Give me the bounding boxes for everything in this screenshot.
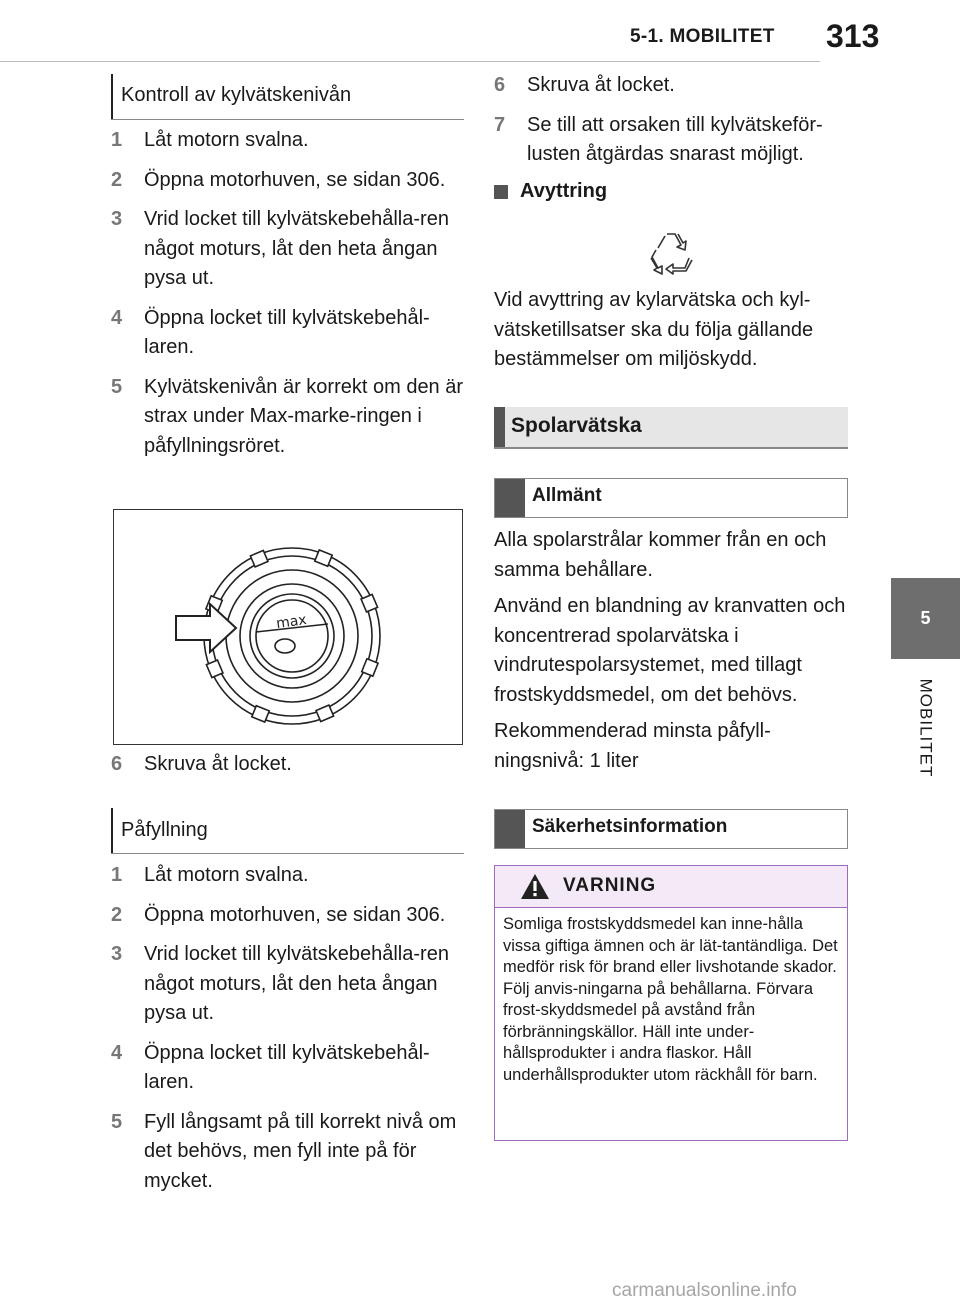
step-item bbox=[111, 166, 464, 196]
general-paragraph-3: Rekommenderad minsta påfyll-ningsnivå: 1 liter bbox=[494, 720, 771, 772]
warning-text: Somliga frostskyddsmedel kan inne-hålla vissa giftiga ämnen och är lät-tantändliga. Det medför risk för brand eller livshotande skador. Följ anvis-ningarna på behållarna. Förvara frost-skyddsmedel på avstånd från förbränningskällor. Häll inte under-hållsprodukter i andra flaskor. Håll underhållsprodukter utom räckhåll för barn. bbox=[503, 915, 838, 1084]
step-number: 7 bbox=[494, 113, 506, 136]
watermark: carmanualsonline.info bbox=[612, 1280, 797, 1301]
step-number: 1 bbox=[111, 864, 123, 886]
step-number: 4 bbox=[111, 1041, 123, 1064]
step-item bbox=[111, 1039, 464, 1098]
step-item bbox=[111, 940, 464, 1029]
step-item bbox=[111, 1108, 464, 1197]
step-text: Se till att orsaken till kylvätskeför-lusten åtgärdas snarast möjligt. bbox=[527, 113, 823, 165]
step-text: Fyll långsamt på till korrekt nivå om det behövs, men fyll inte på för mycket. bbox=[144, 1110, 457, 1192]
step-text: Skruva åt locket. bbox=[527, 74, 675, 96]
step-number: 4 bbox=[111, 306, 123, 329]
coolant-cap-illustration bbox=[113, 509, 463, 745]
step-number: 3 bbox=[111, 943, 123, 965]
step-text: Låt motorn svalna. bbox=[144, 129, 309, 151]
subheading-coolant-check: Kontroll av kylvätskenivån bbox=[111, 74, 464, 120]
page-number: 313 bbox=[826, 18, 880, 54]
subsection-safety: Säkerhetsinformation bbox=[494, 809, 848, 849]
section-washer-fluid: Spolarvätska bbox=[494, 407, 848, 449]
step-number: 6 bbox=[111, 753, 123, 775]
chapter-tab-number: 5 bbox=[920, 608, 931, 628]
step-item bbox=[494, 111, 847, 170]
step-number: 1 bbox=[111, 129, 123, 151]
step-item bbox=[111, 126, 464, 156]
chapter-side-label: MOBILITET bbox=[916, 678, 936, 778]
subsection-general: Allmänt bbox=[494, 478, 848, 518]
step-number: 2 bbox=[111, 903, 123, 926]
step-text: Öppna locket till kylvätskebehål-laren. bbox=[144, 306, 430, 358]
step-item bbox=[111, 373, 464, 462]
step-item bbox=[111, 861, 464, 891]
step-number: 2 bbox=[111, 168, 123, 191]
step-text: Låt motorn svalna. bbox=[144, 864, 309, 886]
subheading-refilling: Påfyllning bbox=[111, 808, 464, 854]
warning-title: VARNING bbox=[563, 875, 657, 896]
step-item bbox=[111, 304, 464, 363]
step-item bbox=[111, 205, 464, 294]
step-text: Vrid locket till kylvätskebehålla-ren något moturs, låt den heta ångan pysa ut. bbox=[144, 208, 449, 289]
recycle-icon bbox=[647, 228, 695, 276]
step-text: Vrid locket till kylvätskebehålla-ren något moturs, låt den heta ångan pysa ut. bbox=[144, 943, 449, 1024]
warning-header bbox=[495, 866, 847, 908]
step-number: 5 bbox=[111, 1110, 123, 1133]
step-item bbox=[111, 901, 464, 931]
step-item bbox=[111, 750, 464, 780]
warning-box bbox=[494, 865, 848, 1141]
refilling-steps-continued bbox=[494, 71, 847, 180]
step-number: 5 bbox=[111, 375, 123, 398]
step-text: Öppna motorhuven, se sidan 306. bbox=[144, 903, 446, 926]
step-item bbox=[494, 71, 847, 101]
step-text: Skruva åt locket. bbox=[144, 753, 292, 775]
step-text: Kylvätskenivån är korrekt om den är strax under Max-marke-ringen i påfyllningsröret. bbox=[144, 375, 464, 457]
general-paragraph-2: Använd en blandning av kranvatten och koncentrerad spolarvätska i vindrutespolarsystemet, med tillagt frostskyddsmedel, om det behövs. bbox=[494, 595, 846, 706]
step-number: 3 bbox=[111, 208, 123, 230]
disposal-text: Vid avyttring av kylarvätska och kyl-vätsketillsatser ska du följa gällande bestämmelser om miljöskydd. bbox=[494, 289, 814, 370]
warning-triangle-icon bbox=[520, 873, 550, 900]
chapter-tab bbox=[891, 578, 960, 659]
disposal-heading: Avyttring bbox=[494, 180, 607, 203]
coolant-check-steps bbox=[111, 126, 464, 471]
max-mark-text: max bbox=[275, 611, 308, 633]
general-paragraph-1: Alla spolarstrålar kommer från en och samma behållare. bbox=[494, 529, 827, 581]
bullet-square-icon bbox=[494, 185, 508, 199]
step-number: 6 bbox=[494, 74, 506, 96]
refilling-steps bbox=[111, 861, 464, 1206]
header-divider bbox=[0, 61, 820, 62]
chapter-title: 5-1. MOBILITET bbox=[630, 26, 775, 47]
coolant-cap-drawing bbox=[114, 510, 462, 744]
step-text: Öppna motorhuven, se sidan 306. bbox=[144, 168, 446, 191]
step-text: Öppna locket till kylvätskebehål-laren. bbox=[144, 1041, 430, 1093]
coolant-check-final-step bbox=[111, 750, 464, 790]
